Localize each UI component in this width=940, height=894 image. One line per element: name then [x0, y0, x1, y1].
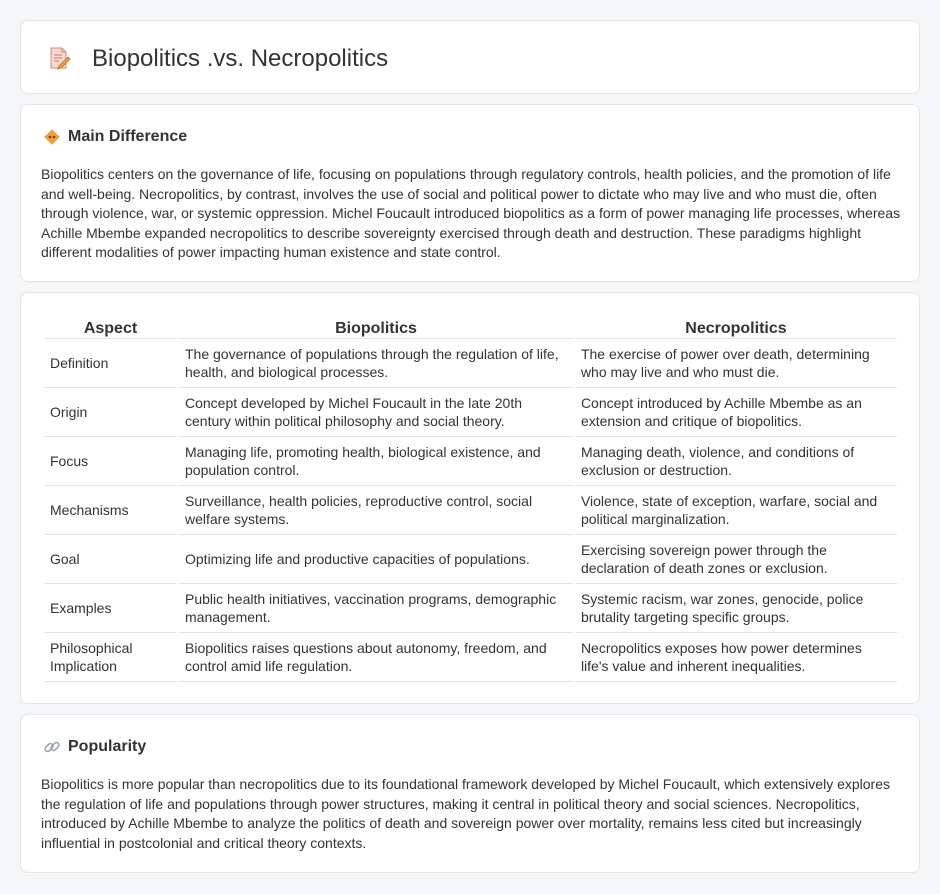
necropolitics-cell: Systemic racism, war zones, genocide, police brutality targeting specific groups. — [575, 584, 897, 633]
biopolitics-cell: The governance of populations through the regulation of life, health, and biological processes. — [179, 339, 573, 388]
table-row — [44, 633, 897, 682]
necropolitics-cell: The exercise of power over death, determining who may live and who must die. — [575, 339, 897, 388]
main-difference-header — [43, 127, 187, 147]
aspect-cell: Origin — [44, 388, 177, 437]
page-title: Biopolitics .vs. Necropolitics — [92, 45, 389, 72]
header-aspect: Aspect — [44, 315, 177, 339]
table-row — [44, 535, 897, 584]
biopolitics-cell: Managing life, promoting health, biological existence, and population control. — [179, 437, 573, 486]
table-row — [44, 339, 897, 388]
biopolitics-cell: Biopolitics raises questions about autonomy, freedom, and control amid life regulation. — [179, 633, 573, 682]
aspect-cell: Examples — [44, 584, 177, 633]
popularity-header — [43, 737, 146, 757]
necropolitics-cell: Exercising sovereign power through the declaration of death zones or exclusion. — [575, 535, 897, 584]
necropolitics-cell: Managing death, violence, and conditions of exclusion or destruction. — [575, 437, 897, 486]
popularity-section — [20, 714, 920, 873]
necropolitics-cell: Necropolitics exposes how power determines life's value and inherent inequalities. — [575, 633, 897, 682]
popularity-text: Biopolitics is more popular than necropolitics due to its foundational framework developed by Michel Foucault, which extensively explores the regulation of life and populations through power structures, making it central in political theory and social sciences. Necropolitics, introduced by Achille Mbembe to analyze the politics of death and sovereign power over mortality, remains less cited but increasingly influential in postcolonial and critical theory contexts. — [41, 776, 890, 851]
main-difference-heading: Main Difference — [68, 128, 188, 145]
table-header-row — [44, 315, 897, 339]
aspect-cell: Goal — [44, 535, 177, 584]
aspect-cell: Mechanisms — [44, 486, 177, 535]
biopolitics-cell: Public health initiatives, vaccination programs, demographic management. — [179, 584, 573, 633]
link-icon — [43, 738, 61, 756]
necropolitics-cell: Violence, state of exception, warfare, social and political marginalization. — [575, 486, 897, 535]
necropolitics-cell: Concept introduced by Achille Mbembe as an extension and critique of biopolitics. — [575, 388, 897, 437]
table-row — [44, 584, 897, 633]
main-difference-text: Biopolitics centers on the governance of life, focusing on populations through regulatory controls, health policies, and the promotion of life and well-being. Necropolitics, by contrast, involves the use of social and political power to dictate who may live and who must die, often through violence, war, or systemic oppression. Michel Foucault introduced biopolitics as a form of power managing life processes, whereas Achille Mbembe expanded necropolitics to describe sovereignty exercised through death and destruction. These paradigms highlight different modalities of power impacting human existence and state control. — [41, 166, 901, 260]
table-row — [44, 486, 897, 535]
popularity-heading: Popularity — [68, 738, 147, 755]
aspect-cell: Philosophical Implication — [44, 633, 177, 682]
title-card — [20, 20, 920, 94]
comparison-section — [20, 292, 920, 704]
aspect-cell: Definition — [44, 339, 177, 388]
table-row — [44, 388, 897, 437]
diamond-icon — [43, 128, 61, 146]
header-biopolitics: Biopolitics — [179, 315, 573, 339]
biopolitics-cell: Concept developed by Michel Foucault in the late 20th century within political philosophy and social theory. — [179, 388, 573, 437]
header-necropolitics: Necropolitics — [575, 315, 897, 339]
document-pencil-icon — [47, 46, 71, 70]
table-row — [44, 437, 897, 486]
biopolitics-cell: Surveillance, health policies, reproductive control, social welfare systems. — [179, 486, 573, 535]
main-difference-section — [20, 104, 920, 282]
comparison-table — [42, 315, 899, 682]
biopolitics-cell: Optimizing life and productive capacities of populations. — [179, 535, 573, 584]
aspect-cell: Focus — [44, 437, 177, 486]
